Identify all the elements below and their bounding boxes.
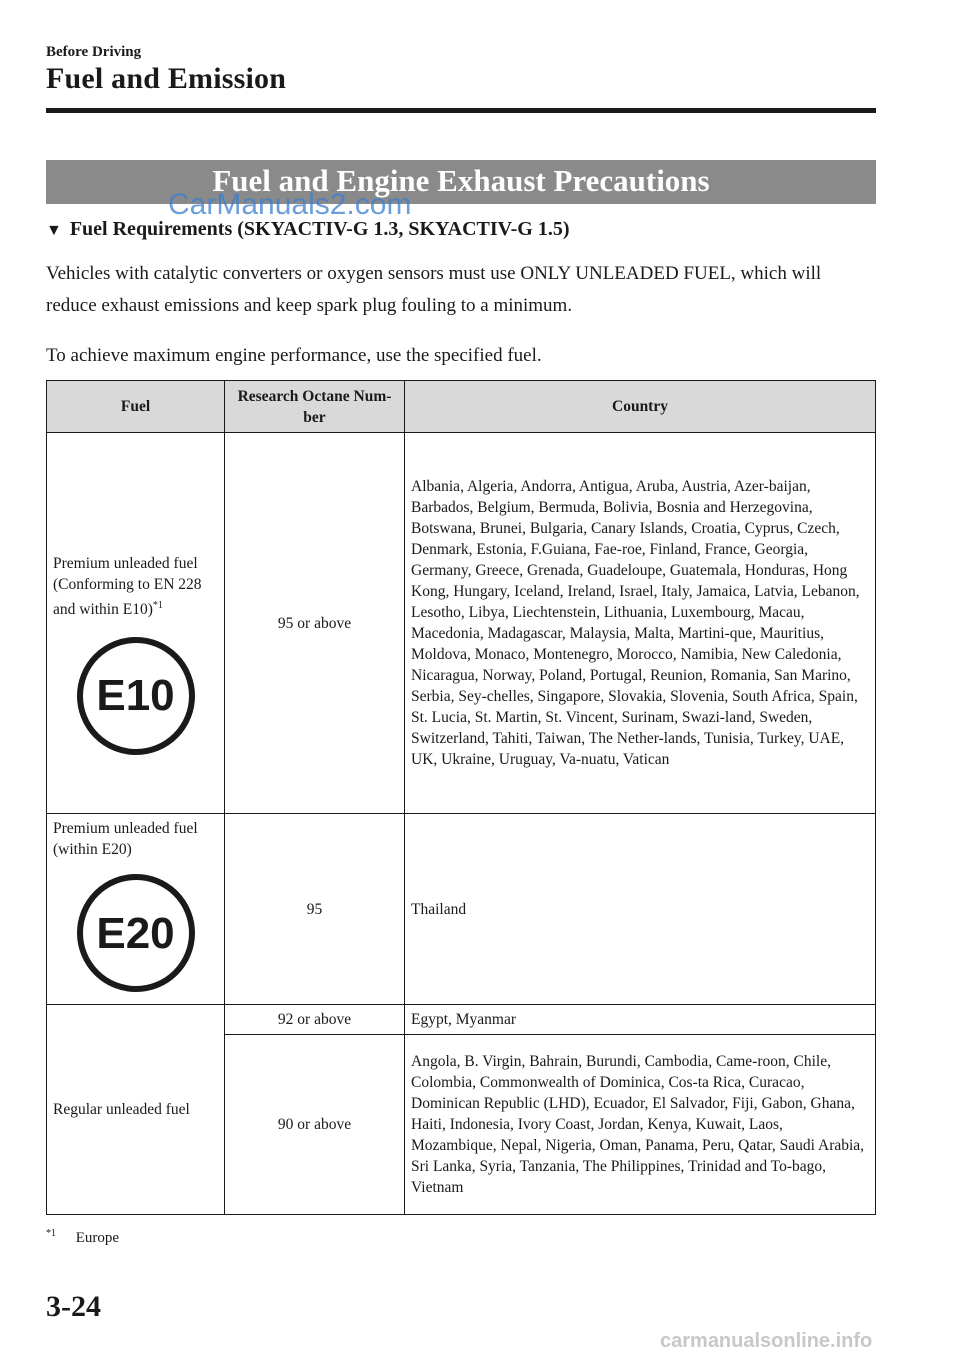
footnote-marker: *1 xyxy=(46,1228,56,1239)
watermark-top: CarManuals2.com xyxy=(168,188,412,221)
table-row xyxy=(47,433,876,814)
country-cell: Egypt, Myanmar xyxy=(405,1005,876,1035)
octane-cell: 95 xyxy=(225,814,405,1005)
subsection-heading xyxy=(46,218,570,241)
header-fuel: Fuel xyxy=(47,381,225,433)
section-banner: Fuel and Engine Exhaust Precautions xyxy=(46,160,876,204)
footnote-text: Europe xyxy=(75,1230,120,1246)
fuel-cell xyxy=(47,433,225,814)
header-country: Country xyxy=(405,381,876,433)
country-cell: Angola, B. Virgin, Bahrain, Burundi, Cambodia, Came-roon, Chile, Colombia, Commonwealth of Dominica, Cos-ta Rica, Curacao, Dominican Republic (LHD), Ecuador, El Salvador, Fiji, Gabon, Ghana, Haiti, Indonesia, Ivory Coast, Jordan, Kenya, Kuwait, Laos, Mozambique, Nepal, Nigeria, Oman, Panama, Peru, Qatar, Saudi Arabia, Sri Lanka, Syria, Tanzania, The Philippines, Trinidad and To-bago, Vietnam xyxy=(405,1035,876,1215)
octane-cell: 95 or above xyxy=(225,433,405,814)
fuel-cell xyxy=(47,814,225,1005)
table-row xyxy=(47,814,876,1005)
footnote-mark: *1 xyxy=(152,600,163,612)
watermark-bottom: carmanualsonline.info xyxy=(660,1330,873,1352)
triangle-down-icon: ▼ xyxy=(46,222,62,239)
octane-cell: 92 or above xyxy=(225,1005,405,1035)
paragraph-performance: To achieve maximum engine performance, use the specified fuel. xyxy=(46,345,542,366)
fuel-cell: Regular unleaded fuel xyxy=(47,1005,225,1215)
page-number: 3-24 xyxy=(46,1290,101,1323)
table-header-row xyxy=(47,381,876,433)
country-cell: Albania, Algeria, Andorra, Antigua, Aruba, Austria, Azer-baijan, Barbados, Belgium, Bermuda, Bolivia, Bosnia and Herzegovina, Botswana, Brunei, Bulgaria, Canary Islands, Croatia, Cyprus, Czech, Denmark, Estonia, F.Guiana, Fae-roe, Finland, France, Georgia, Germany, Greece, Grenada, Guadeloupe, Guatemala, Honduras, Hong Kong, Hungary, Iceland, Ireland, Israel, Italy, Jamaica, Latvia, Lebanon, Lesotho, Libya, Liechtenstein, Lithuania, Luxembourg, Macau, Macedonia, Madagascar, Malaysia, Malta, Martini-que, Mauritius, Moldova, Monaco, Montenegro, Morocco, Namibia, New Caledonia, Nicaragua, Norway, Poland, Portugal, Reunion, Romania, San Marino, Serbia, Sey-chelles, Singapore, Slovakia, Slovenia, South Africa, Spain, St. Lucia, St. Martin, St. Vincent, Surinam, Swazi-land, Sweden, Switzerland, Tahiti, Taiwan, The Nether-lands, Tunisia, Turkey, UAE, UK, Ukraine, Uruguay, Va-nuatu, Vatican xyxy=(405,433,876,814)
country-cell: Thailand xyxy=(405,814,876,1005)
fuel-table xyxy=(46,380,876,1215)
e20-badge-icon: E20 xyxy=(77,874,195,992)
chapter-title: Fuel and Emission xyxy=(46,62,287,95)
section-label: Before Driving xyxy=(46,44,142,60)
fuel-name: Premium unleaded fuel (Conforming to EN 228 and within E10) xyxy=(53,555,202,619)
table-row xyxy=(47,1005,876,1035)
octane-cell: 90 or above xyxy=(225,1035,405,1215)
header-octane: Research Octane Num-ber xyxy=(225,381,405,433)
subsection-title: Fuel Requirements (SKYACTIV-G 1.3, SKYACTIV-G 1.5) xyxy=(69,218,570,240)
footnote xyxy=(46,1228,119,1247)
header-rule xyxy=(46,108,876,113)
fuel-name: Premium unleaded fuel (within E20) xyxy=(53,820,198,858)
paragraph-unleaded-requirement: Vehicles with catalytic converters or oxygen sensors must use ONLY UNLEADED FUEL, which will reduce exhaust emissions and keep spark plug fouling to a minimum. xyxy=(46,263,822,316)
e10-badge-icon: E10 xyxy=(77,637,195,755)
